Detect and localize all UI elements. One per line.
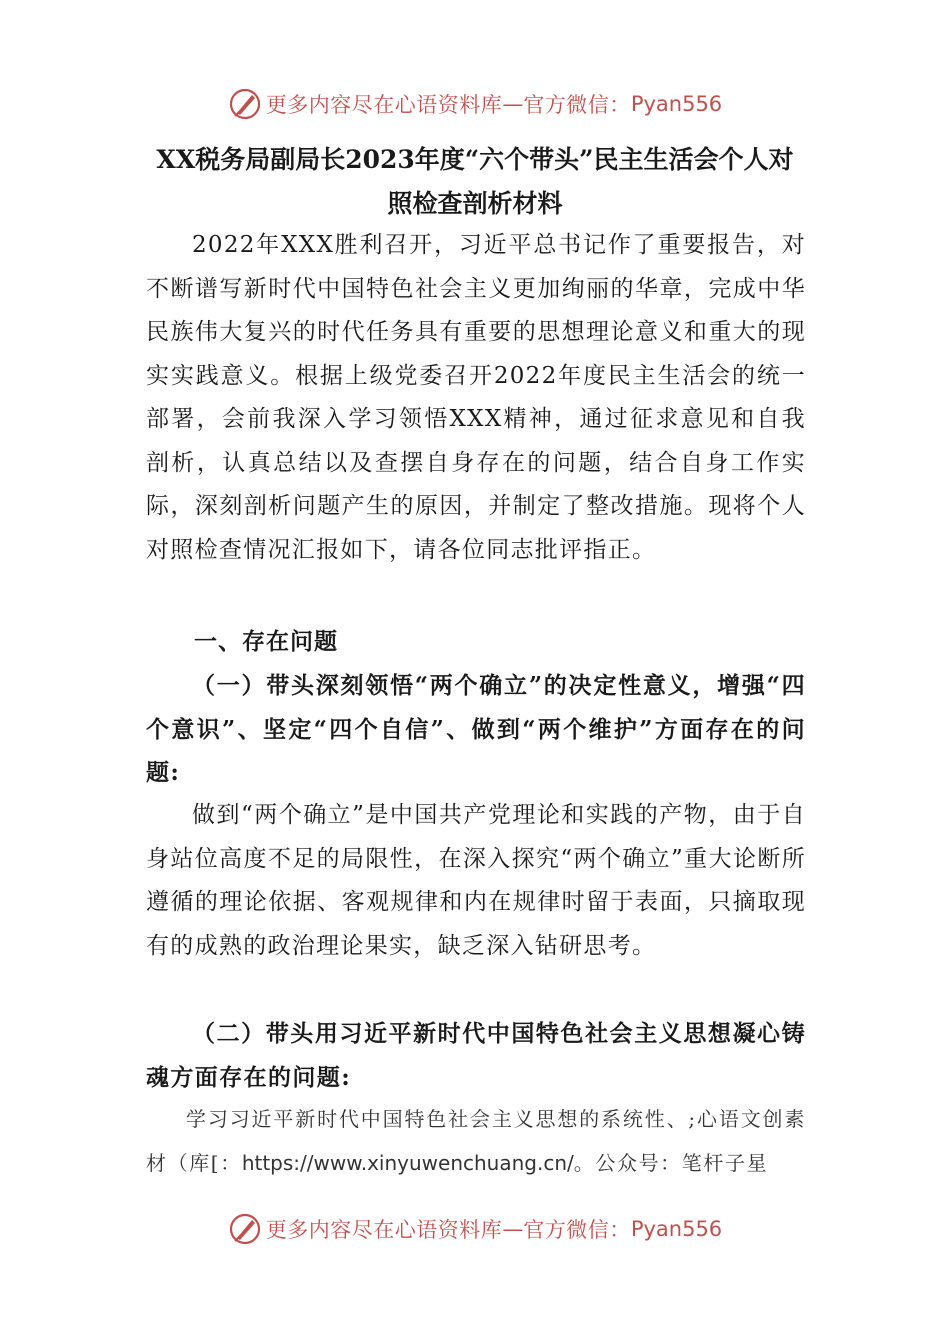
watermark-separator: — [502,1217,524,1241]
document-title-line1: XX税务局副局长2023年度“六个带头”民主生活会个人对 [156,145,794,174]
subsection2-heading: （二）带头用习近平新时代中国特色社会主义思想凝心铸魂方面存在的问题: [146,1020,806,1091]
watermark-separator: — [502,92,524,116]
top-watermark-banner [0,84,950,124]
subsection1-body: 做到“两个确立”是中国共产党理论和实践的产物，由于自身站位高度不足的局限性，在深入探究“两个确立”重大论断所遵循的理论依据、客观规律和内在规律时留于表面，只摘取现有的成熟的政治理论果实，缺乏深入钻研思考。 [146,802,806,959]
watermark-wechat-id: Pyan556 [630,92,723,116]
subsection2-body-start: 学习习近平新时代中国特色社会主义思想的系统性、;心语文创素材（库[： [146,1107,806,1175]
watermark-wechat-label: 官方微信： [523,1218,631,1242]
quill-logo-icon [228,1212,262,1246]
subsection2-body [146,1098,806,1185]
watermark-text: 更多内容尽在心语资料库 [265,1218,503,1242]
bottom-watermark-banner [0,1209,950,1249]
watermark-wechat-id: Pyan556 [630,1217,723,1241]
quill-logo-icon [228,87,262,121]
section1-heading: 一、存在问题 [194,628,338,655]
subsection2-body-end: 。公众号：笔杆子星 [573,1150,769,1175]
watermark-text: 更多内容尽在心语资料库 [265,93,503,117]
intro-paragraph: 2022年XXX胜利召开，习近平总书记作了重要报告，对不断谱写新时代中国特色社会主义更加绚丽的华章，完成中华民族伟大复兴的时代任务具有重要的思想理论意义和重大的现实实践意义。根据上级党委召开2022年度民主生活会的统一部署，会前我深入学习领悟XXX精神，通过征求意见和自我剖析，认真总结以及查摆自身存在的问题，结合自身工作实际，深刻剖析问题产生的原因，并制定了整改措施。现将个人对照检查情况汇报如下，请各位同志批评指正。 [146,232,806,563]
document-title-line2: 照检查剖析材料 [387,189,563,218]
subsection1-heading: （一）带头深刻领悟“两个确立”的决定性意义，增强“四个意识”、坚定“四个自信”、做到“两个维护”方面存在的问题: [146,672,806,786]
source-url-link[interactable]: https://www.xinyuwenchuang.cn/ [241,1150,574,1175]
watermark-wechat-label: 官方微信： [523,93,631,117]
